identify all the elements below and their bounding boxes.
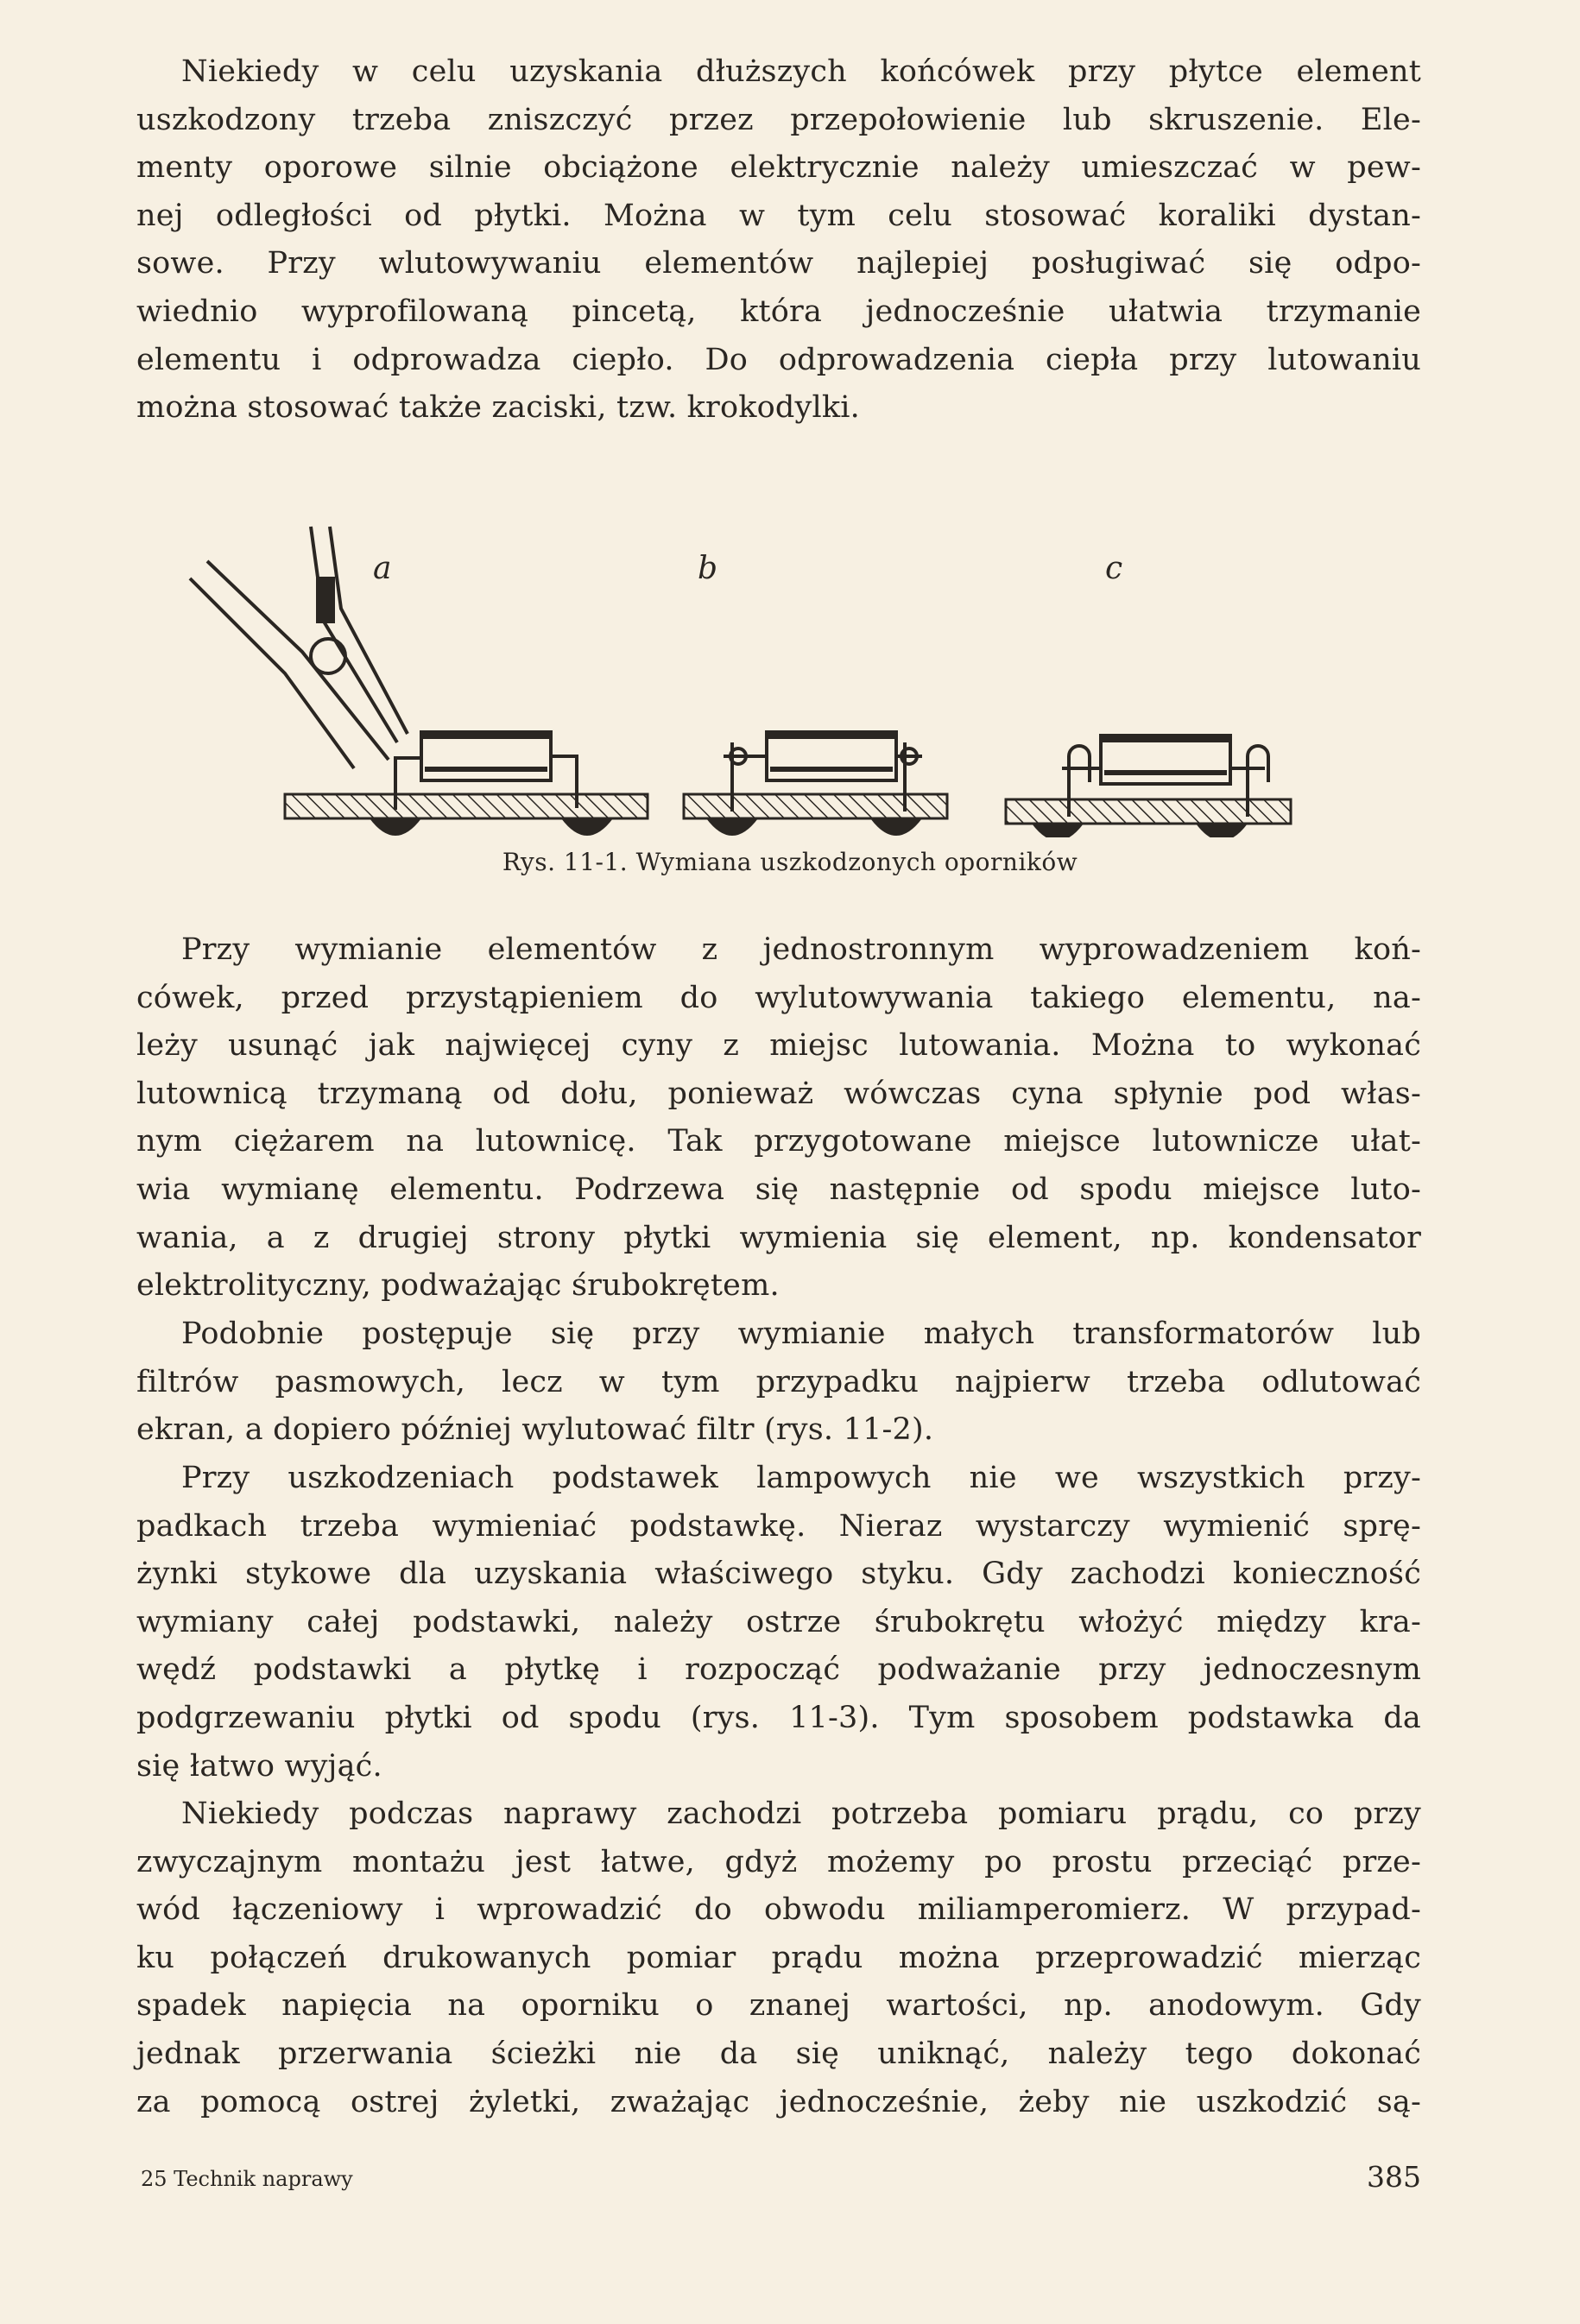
text-line: padkach trzeba wymieniać podstawkę. Nieraz wystarczy wymienić sprę-	[136, 1508, 1421, 1544]
text-line: Niekiedy w celu uzyskania dłuższych końcówek przy płytce element	[181, 54, 1421, 89]
text-line: Niekiedy podczas naprawy zachodzi potrzeba pomiaru prądu, co przy	[181, 1797, 1421, 1831]
text-line: wania, a z drugiej strony płytki wymienia się element, np. kondensator	[136, 1220, 1421, 1255]
text-line: sowe. Przy wlutowywaniu elementów najlepiej posługiwać się odpo-	[136, 246, 1421, 281]
circuit-board-b	[684, 794, 947, 836]
text-line: żynki stykowe dla uzyskania właściwego styku. Gdy zachodzi konieczność	[136, 1557, 1421, 1592]
text-line: wia wymianę elementu. Podrzewa się następnie od spodu miejsce luto-	[136, 1171, 1421, 1207]
figure-caption: Rys. 11-1. Wymiana uszkodzonych oporników	[502, 848, 1078, 876]
circuit-board-a	[285, 794, 648, 836]
paragraph-3	[136, 1310, 1421, 1455]
paragraph-5	[136, 1790, 1421, 2126]
text-line: leży usunąć jak najwięcej cyny z miejsc lutowania. Można to wykonać	[136, 1028, 1421, 1064]
text-line: ekran, a dopiero później wylutować filtr (rys. 11-2).	[136, 1412, 934, 1448]
text-line: wód łączeniowy i wprowadzić do obwodu miliamperomierz. W przypad-	[136, 1892, 1421, 1928]
figure-label-a: a	[373, 551, 392, 586]
text-line: spadek napięcia na oporniku o znanej wartości, np. anodowym. Gdy	[136, 1988, 1421, 2024]
text-line: wymiany całej podstawki, należy ostrze śrubokrętu włożyć między kra-	[136, 1604, 1421, 1639]
text-line: cówek, przed przystąpieniem do wylutowywania takiego elementu, na-	[136, 980, 1421, 1015]
text-line: elektrolityczny, podważając śrubokrętem.	[136, 1268, 780, 1304]
figure-label-b: b	[698, 551, 718, 586]
resistor-replacement-figure	[181, 509, 1295, 837]
text-line: elementu i odprowadza ciepło. Do odprowadzenia ciepła przy lutowaniu	[136, 342, 1421, 377]
text-line: się łatwo wyjąć.	[136, 1748, 382, 1784]
text-line: zwyczajnym montażu jest łatwe, gdyż możemy po prostu przeciąć prze-	[136, 1844, 1421, 1879]
paragraph-4	[136, 1455, 1421, 1790]
text-line: jednak przerwania ścieżki nie da się uniknąć, należy tego dokonać	[136, 2036, 1421, 2071]
page-number: 385	[1367, 2160, 1421, 2194]
text-line: Przy uszkodzeniach podstawek lampowych nie we wszystkich przy-	[181, 1461, 1421, 1495]
text-line: podgrzewaniu płytki od spodu (rys. 11-3). Tym sposobem podstawka da	[136, 1700, 1421, 1735]
text-line: filtrów pasmowych, lecz w tym przypadku najpierw trzeba odlutować	[136, 1364, 1421, 1399]
text-line: Podobnie postępuje się przy wymianie małych transformatorów lub	[181, 1317, 1421, 1351]
text-line: za pomocą ostrej żyletki, zważając jednocześnie, żeby nie uszkodzić są-	[136, 2084, 1421, 2119]
text-line: ku połączeń drukowanych pomiar prądu można przeprowadzić mierząc	[136, 1940, 1421, 1975]
text-line: nym ciężarem na lutownicę. Tak przygotowane miejsce lutownicze ułat-	[136, 1124, 1421, 1159]
text-line: można stosować także zaciski, tzw. krokodylki.	[136, 390, 861, 426]
text-line: wiednio wyprofilowaną pincetą, która jednocześnie ułatwia trzymanie	[136, 294, 1421, 329]
text-line: lutownicą trzymaną od dołu, ponieważ wówczas cyna spłynie pod włas-	[136, 1076, 1421, 1111]
text-line: nej odległości od płytki. Można w tym celu stosować koraliki dystan-	[136, 198, 1421, 233]
paragraph-2	[136, 926, 1421, 1310]
paragraph-1	[136, 48, 1421, 433]
text-line: Przy wymianie elementów z jednostronnym wyprowadzeniem koń-	[181, 932, 1421, 967]
figure-label-c: c	[1105, 551, 1123, 586]
text-line: wędź podstawki a płytkę i rozpocząć podważanie przy jednoczesnym	[136, 1652, 1421, 1688]
text-line: uszkodzony trzeba zniszczyć przez przepołowienie lub skruszenie. Ele-	[136, 102, 1421, 137]
text-line: menty oporowe silnie obciążone elektrycznie należy umieszczać w pew-	[136, 150, 1421, 186]
footer-signature: 25 Technik naprawy	[141, 2167, 353, 2191]
